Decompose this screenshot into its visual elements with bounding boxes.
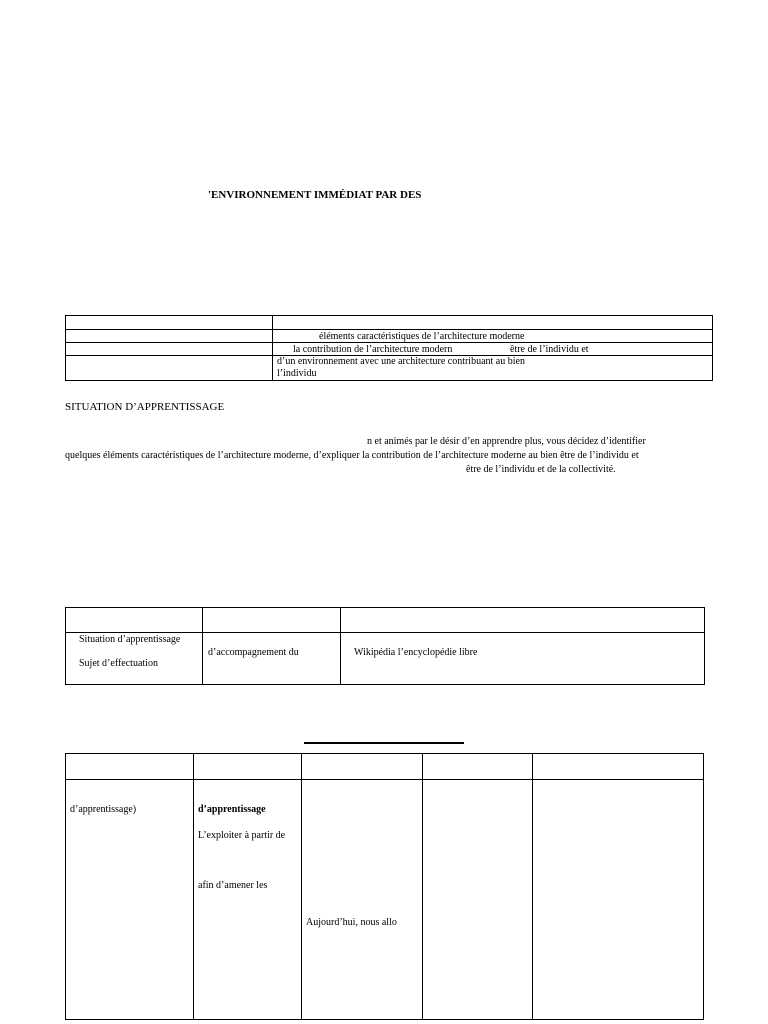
separator-line bbox=[304, 742, 464, 744]
resource-subject: Sujet d’effectuation bbox=[79, 658, 158, 669]
resource-situation: Situation d’apprentissage bbox=[79, 634, 181, 645]
progression-activity: Aujourd’hui, nous allo bbox=[306, 917, 397, 928]
document-title: 'ENVIRONNEMENT IMMÉDIAT PAR DES bbox=[208, 189, 422, 201]
paragraph-line-1: n et animés par le désir d’en apprendre plus, vous décidez d’identifier bbox=[367, 436, 646, 447]
progression-strategy-title: d’apprentissage bbox=[198, 804, 266, 815]
table-cell bbox=[203, 633, 341, 685]
table-cell bbox=[533, 780, 704, 1020]
table-cell bbox=[66, 330, 273, 343]
objectives-table bbox=[65, 315, 713, 381]
progression-table bbox=[65, 753, 704, 1020]
paragraph-line-2: quelques éléments caractéristiques de l’architecture moderne, d’expliquer la contribution de l’architecture moderne au bien être de l’individu et bbox=[65, 450, 639, 461]
objective-line-2a: la contribution de l’architecture modern bbox=[293, 344, 453, 355]
progression-strategy-line-2: L’exploiter à partir de bbox=[198, 830, 286, 841]
resource-support: d’accompagnement du bbox=[208, 647, 299, 658]
table-cell bbox=[66, 780, 194, 1020]
objective-line-3b: l’individu bbox=[277, 368, 317, 379]
table-cell bbox=[194, 754, 302, 780]
table-cell bbox=[66, 633, 203, 685]
table-cell bbox=[273, 356, 713, 381]
table-cell bbox=[66, 316, 273, 330]
table-cell bbox=[341, 633, 705, 685]
table-cell bbox=[66, 754, 194, 780]
table-cell bbox=[273, 330, 713, 343]
resource-source: Wikipédia l’encyclopédie libre bbox=[354, 647, 478, 658]
table-cell bbox=[423, 754, 533, 780]
paragraph-line-3: être de l’individu et de la collectivité. bbox=[466, 464, 616, 475]
table-cell bbox=[203, 608, 341, 633]
table-cell bbox=[302, 780, 423, 1020]
objective-line-1: éléments caractéristiques de l’architecture moderne bbox=[319, 331, 525, 342]
progression-phase: d’apprentissage) bbox=[70, 804, 137, 815]
progression-strategy-line-3: afin d’amener les bbox=[198, 880, 268, 891]
table-cell bbox=[66, 356, 273, 381]
table-cell bbox=[423, 780, 533, 1020]
table-cell bbox=[66, 343, 273, 356]
table-cell bbox=[66, 608, 203, 633]
table-cell bbox=[273, 343, 713, 356]
objective-line-3a: d’un environnement avec une architecture contribuant au bien bbox=[277, 356, 525, 367]
table-cell bbox=[194, 780, 302, 1020]
situation-heading: SITUATION D’APPRENTISSAGE bbox=[65, 401, 225, 413]
table-cell bbox=[533, 754, 704, 780]
table-cell bbox=[273, 316, 713, 330]
table-cell bbox=[341, 608, 705, 633]
resources-table bbox=[65, 607, 705, 685]
objective-line-2b: être de l’individu et bbox=[510, 344, 589, 355]
table-cell bbox=[302, 754, 423, 780]
